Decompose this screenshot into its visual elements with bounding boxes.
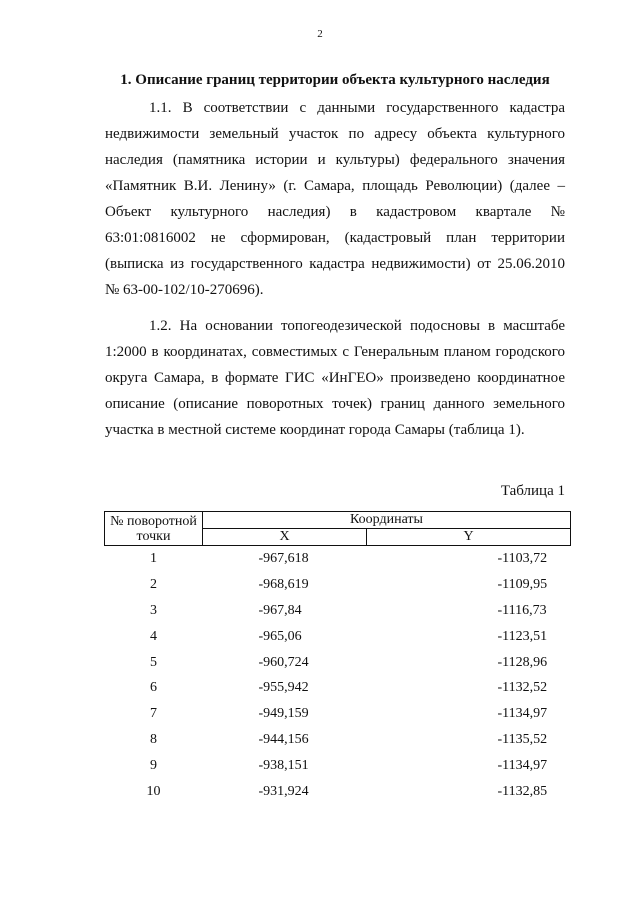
x-coordinate-cell: -931,924 <box>258 783 309 799</box>
point-number-cell: 8 <box>150 732 157 748</box>
coordinates-table-body <box>105 546 571 805</box>
y-coordinate-cell: -1135,52 <box>497 732 548 748</box>
y-coordinate-cell: -1116,73 <box>497 602 547 618</box>
y-coordinate-cell: -1128,96 <box>497 654 548 670</box>
y-coordinate-cell: -1123,51 <box>497 628 548 644</box>
table-row <box>105 650 571 676</box>
y-coordinate-cell: -1109,95 <box>497 576 548 592</box>
table-row <box>105 675 571 701</box>
x-coordinate-cell: -967,618 <box>258 550 309 566</box>
header-coordinates: Координаты <box>203 512 571 529</box>
point-number-cell: 4 <box>150 628 157 644</box>
point-number-cell: 6 <box>150 680 157 696</box>
paragraph-1-1: 1.1. В соответствии с данными государственного кадастра недвижимости земельный участок по адресу объекта культурного наследия (памятника истории и культуры) федерального значения «Памятник В.И. Ленину» (г. Самара, площадь Революции) (далее – Объект культурного наследия) в кадастровом квартале № 63:01:0816002 не сформирован, (кадастровый план территории (выписка из государственного кадастра недвижимости) от 25.06.2010 № 63-00-102/10-270696). <box>105 100 565 298</box>
point-number-cell: 1 <box>150 550 157 566</box>
y-coordinate-cell: -1134,97 <box>497 706 548 722</box>
x-coordinate-cell: -944,156 <box>258 732 309 748</box>
x-coordinate-cell: -938,151 <box>258 758 309 774</box>
point-number-cell: 3 <box>150 602 157 618</box>
point-number-cell: 10 <box>146 783 161 799</box>
table-row <box>105 546 571 572</box>
x-coordinate-cell: -949,159 <box>258 706 309 722</box>
point-number-cell: 2 <box>150 576 157 592</box>
page-number: 2 <box>317 28 323 40</box>
x-coordinate-cell: -965,06 <box>258 628 302 644</box>
table-row <box>105 753 571 779</box>
table-row <box>105 572 571 598</box>
y-coordinate-cell: -1103,72 <box>497 550 548 566</box>
table-caption: Таблица 1 <box>500 483 565 499</box>
point-number-cell: 5 <box>150 654 157 670</box>
coordinates-table <box>104 511 571 805</box>
header-y: Y <box>367 529 571 546</box>
table-row <box>105 624 571 650</box>
paragraph-1-2: 1.2. На основании топогеодезической подосновы в масштабе 1:2000 в координатах, совместимых с Генеральным планом городского округа Самара, в формате ГИС «ИнГЕО» произведено координатное описание (описание поворотных точек) границ данного земельного участка в местной системе координат города Самары (таблица 1). <box>105 318 565 438</box>
header-x: X <box>203 529 367 546</box>
x-coordinate-cell: -968,619 <box>258 576 309 592</box>
point-number-cell: 7 <box>150 706 157 722</box>
x-coordinate-cell: -960,724 <box>258 654 309 670</box>
table-row <box>105 727 571 753</box>
y-coordinate-cell: -1132,52 <box>497 680 548 696</box>
x-coordinate-cell: -967,84 <box>258 602 302 618</box>
x-coordinate-cell: -955,942 <box>258 680 309 696</box>
y-coordinate-cell: -1134,97 <box>497 758 548 774</box>
y-coordinate-cell: -1132,85 <box>497 783 548 799</box>
point-number-cell: 9 <box>150 758 157 774</box>
section-heading: 1. Описание границ территории объекта культурного наследия <box>120 72 550 88</box>
table-row <box>105 701 571 727</box>
table-row <box>105 779 571 805</box>
table-row <box>105 598 571 624</box>
header-point-number: № поворотной точки <box>105 512 203 546</box>
